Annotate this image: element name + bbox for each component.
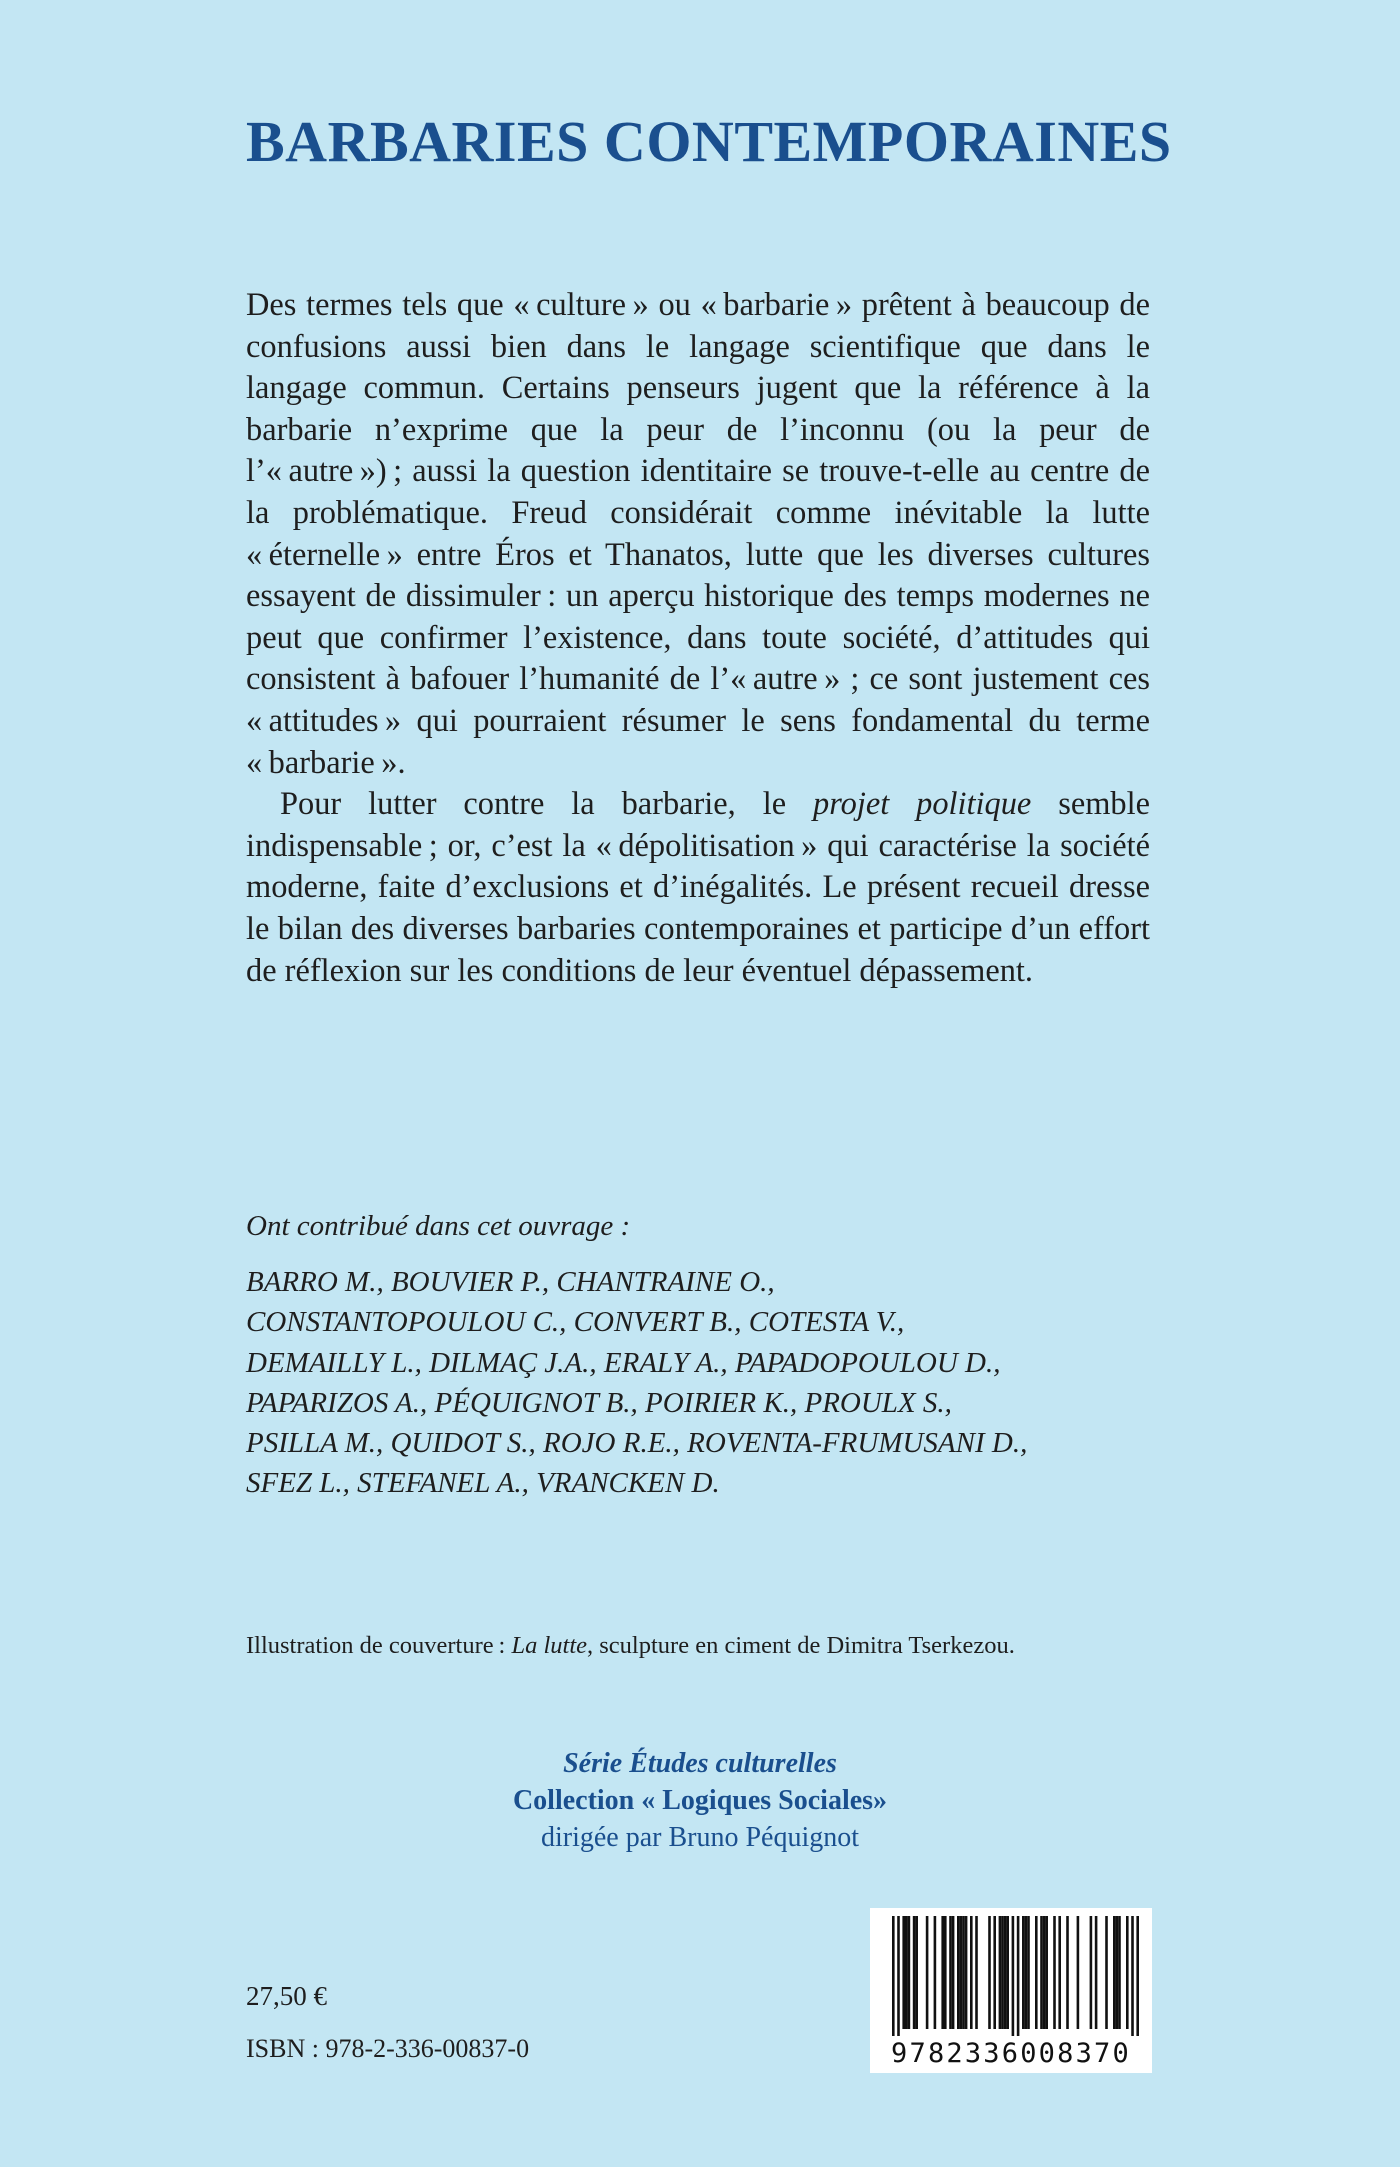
blurb [246,285,1150,992]
series-editor: dirigée par Bruno Péquignot [540,1822,860,1853]
cover-illustration-credit [246,1632,1166,1660]
barcode-graphic [870,1908,1152,2073]
contributors-list [246,1262,1166,1504]
series-name: Série Études culturelles [563,1748,837,1779]
barcode-bar [902,1916,905,2029]
contributors-line: SFEZ L., STEFANEL A., VRANCKEN D. [246,1467,720,1500]
contributors-line: PAPARIZOS A., PÉQUIGNOT B., POIRIER K., PROULX S., [246,1386,952,1419]
barcode-bar [1095,1916,1098,2029]
barcode-bar [1043,1916,1046,2029]
barcode-bar [1022,1916,1025,2029]
illustration-prefix: Illustration de couverture : [246,1632,512,1659]
barcode-bar [1045,1916,1048,2029]
blurb-paragraph-1: Des termes tels que « culture » ou « barbarie » prêtent à beaucoup de confusions aussi bien dans le langage scientifique que dans le langage commun. Certains penseurs jugent que la référence à la barbarie n’exprime que la peur de l’inconnu (ou la peur de l’« autre ») ; aussi la question identitaire se trouve-t-elle au centre de la problématique. Freud considérait comme inévitable la lutte « éternelle » entre Éros et Thanatos, lutte que les diverses cultures essayent de dissimuler : un aperçu historique des temps modernes ne peut que confirmer l’existence, dans toute société, d’attitudes qui consistent à bafouer l’humanité de l’« autre » ; ce sont justement ces « attitudes » qui pourraient résumer le sens fondamental du terme « barbarie ». [246,287,1150,781]
barcode-bar [1116,1916,1119,2029]
barcode-bar [1012,1916,1015,2036]
blurb-p2-emphasis: projet politique [813,786,1032,823]
book-title: BARBARIES CONTEMPORAINES [246,109,1172,174]
barcode-bar [1077,1916,1080,2029]
isbn: ISBN : 978-2-336-00837-0 [246,2034,530,2063]
barcode-bar [1004,1916,1007,2029]
price: 27,50 € [246,1981,327,2011]
barcode [870,1908,1152,2073]
barcode-bar [1053,1916,1056,2029]
barcode-bar [1066,1916,1069,2029]
barcode-bar [913,1916,916,2029]
contributors-line: DEMAILLY L., DILMAÇ J.A., ERALY A., PAPADOPOULOU D., [246,1346,1001,1379]
barcode-bar [1126,1916,1129,2029]
blurb-paragraph-2 [246,784,1150,992]
barcode-bar [944,1916,947,2029]
barcode-bar [1027,1916,1030,2029]
barcode-bar [1001,1916,1004,2029]
barcode-bar [1040,1916,1043,2029]
barcode-bar [1105,1916,1108,2029]
barcode-bar [897,1916,900,2036]
barcode-bar [1017,1916,1020,2036]
barcode-bar [934,1916,937,2029]
barcode-bar [892,1916,895,2036]
barcode-bar [960,1916,963,2029]
series-info [0,1745,1400,1856]
contributors-line: CONSTANTOPOULOU C., CONVERT B., COTESTA V., [246,1306,905,1339]
barcode-bar [970,1916,973,2029]
barcode-bar [941,1916,944,2029]
barcode-bar [1118,1916,1121,2029]
barcode-bar [962,1916,965,2029]
collection-name: Collection « Logiques Sociales» [512,1785,888,1816]
barcode-bar [1090,1916,1093,2029]
barcode-bar [965,1916,968,2029]
illustration-work-title: La lutte [511,1632,588,1659]
barcode-bar [926,1916,929,2029]
barcode-bar [1035,1916,1038,2029]
barcode-bar [988,1916,991,2029]
barcode-bar [1058,1916,1061,2029]
blurb-p2-end: semble indispensable ; or, c’est la « dépolitisation » qui caractérise la société moderne, faite d’exclusions et d’inégalités. Le présent recueil dresse le bilan des diverses barbaries contemporaines et participe d’un effort de réflexion sur les conditions de leur éventuel dépassement. [246,786,1150,989]
barcode-bar [993,1916,996,2029]
barcode-digits: 9782336008370 [891,2038,1131,2069]
barcode-bar [908,1916,911,2029]
blurb-p2-start: Pour lutter contre la barbarie, le [280,786,814,823]
barcode-bar [1131,1916,1134,2036]
barcode-bar [1113,1916,1116,2029]
barcode-bar [999,1916,1002,2029]
contributors-line: PSILLA M., QUIDOT S., ROJO R.E., ROVENTA-FRUMUSANI D., [246,1427,1028,1460]
barcode-bar [1025,1916,1028,2029]
barcode-bar [915,1916,918,2029]
contributors-label: Ont contribué dans cet ouvrage : [246,1210,631,1242]
barcode-bar [1136,1916,1139,2036]
barcode-bar [1006,1916,1009,2029]
barcode-bar [949,1916,952,2029]
barcode-bar [957,1916,960,2029]
illustration-suffix: , sculpture en ciment de Dimitra Tserkezou. [587,1632,1015,1659]
barcode-bar [975,1916,978,2029]
contributors-line: BARRO M., BOUVIER P., CHANTRAINE O., [246,1266,775,1298]
barcode-bar [905,1916,908,2029]
barcode-bar [952,1916,955,2029]
